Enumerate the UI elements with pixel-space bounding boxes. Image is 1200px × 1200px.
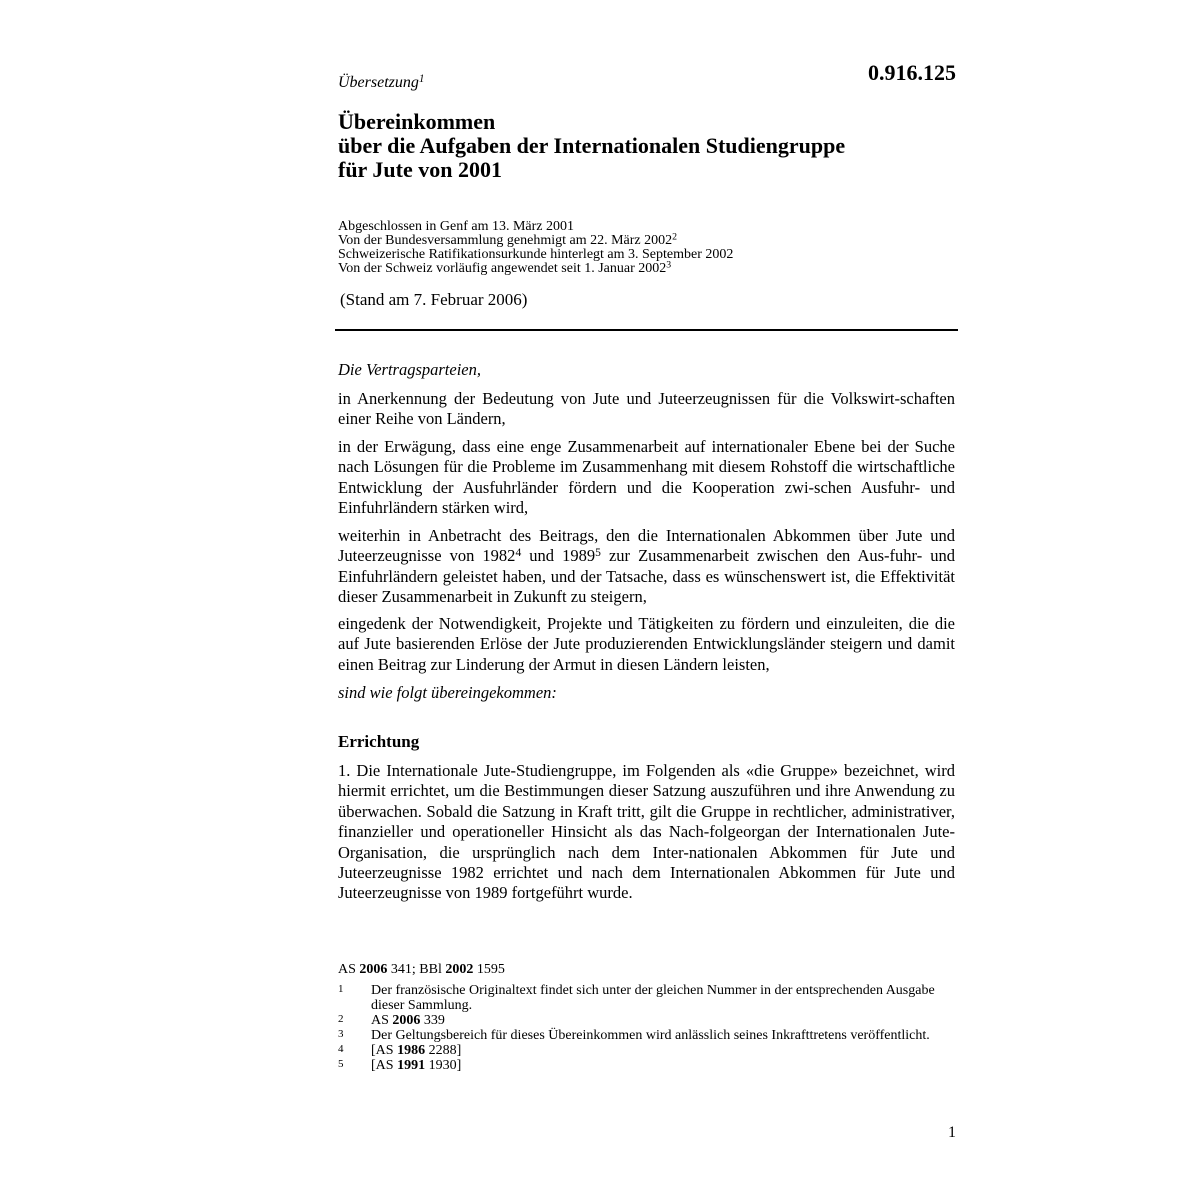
footnote-text: [AS 1991 1930] (371, 1058, 462, 1073)
title-line-2: über die Aufgaben der Internationalen Studiengruppe (338, 133, 846, 158)
document-number: 0.916.125 (868, 60, 956, 85)
preamble-paragraph-3: weiterhin in Anbetracht des Beitrags, den die Internationalen Abkommen über Jute und Juteerzeugnisse von 1982$^4$ und 1989$^5$ zur Zusammenarbeit zwischen den Aus-fuhr- und Einfuhrländern geleistet haben, und der Tatsache, dass es wünschenswert ist, die Effektivität dieser Zusammenarbeit in Zukunft zu steigern, (338, 526, 956, 607)
preamble-intro: Die Vertragsparteien, (338, 360, 481, 379)
translation-label: Übersetzung$^1$ (338, 72, 425, 91)
page-number: 1 (948, 1124, 956, 1141)
footnote-2 (338, 1013, 958, 1028)
document-title (338, 110, 958, 182)
footnote-text: AS 2006 339 (371, 1013, 445, 1028)
footnote-number: 4 (338, 1043, 344, 1055)
footnote-ref-3[interactable]: 3 (666, 259, 672, 271)
status-date: (Stand am 7. Februar 2006) (340, 290, 528, 309)
footnote-ref-2[interactable]: 2 (672, 231, 678, 243)
footnote-text: Der Geltungsbereich für dieses Übereinkommen wird anlässlich seines Inkrafttretens veröffentlicht. (371, 1028, 930, 1043)
approved-date: Von der Bundesversammlung genehmigt am 22. März 2002$^2$ (338, 231, 678, 248)
ratified-date: Schweizerische Ratifikationsurkunde hinterlegt am 3. September 2002 (338, 247, 734, 262)
document-metadata (338, 220, 958, 276)
footnote-number: 1 (338, 983, 344, 995)
footnote-text: [AS 1986 2288] (371, 1043, 462, 1058)
footnote-ref-4[interactable]: 4 (515, 547, 522, 560)
section-heading: Errichtung (338, 732, 420, 751)
footnote-number: 5 (338, 1058, 344, 1070)
preamble-paragraph-4: eingedenk der Notwendigkeit, Projekte und Tätigkeiten zu fördern und einzuleiten, die die auf Jute basierenden Erlöse der Jute produzierenden Entwicklungsländer steigern und damit einen Beitrag zur Linderung der Armut in diesen Ländern leisten, (338, 614, 955, 674)
header-divider (335, 329, 958, 331)
footnote-number: 3 (338, 1028, 344, 1040)
footnote-4 (338, 1043, 958, 1058)
preamble-paragraph-1: in Anerkennung der Bedeutung von Jute und Juteerzeugnissen für die Volkswirt-schaften einer Reihe von Ländern, (338, 389, 955, 429)
footnote-ref-5[interactable]: 5 (595, 547, 601, 560)
title-line-3: für Jute von 2001 (338, 157, 502, 182)
publication-source: AS 2006 341; BBl 2002 1595 (338, 962, 505, 977)
concluded-date: Abgeschlossen in Genf am 13. März 2001 (338, 219, 575, 234)
preamble-closing: sind wie folgt übereingekommen: (338, 683, 557, 702)
preamble-paragraph-2: in der Erwägung, dass eine enge Zusammenarbeit auf internationaler Ebene bei der Suche nach Lösungen für die Probleme im Zusammenhang mit diesem Rohstoff die wirtschaftliche Entwicklung der Ausfuhrländer fördern und die Kooperation zwi-schen Ausfuhr- und Einfuhrländern stärken wird, (338, 437, 955, 518)
section-paragraph-1: 1. Die Internationale Jute-Studiengruppe, im Folgenden als «die Gruppe» bezeichnet, wird hiermit errichtet, um die Bestimmungen dieser Satzung auszuführen und ihre Anwendung zu überwachen. Sobald die Satzung in Kraft tritt, gilt die Gruppe in rechtlicher, administrativer, finanzieller und operationeller Hinsicht als das Nach-folgeorgan der Internationalen Jute-Organisation, die ursprünglich nach dem Inter-nationalen Abkommen für Jute und Juteerzeugnisse 1982 errichtet und nach dem Internationalen Abkommen für Jute und Juteerzeugnisse von 1989 fortgeführt wurde. (338, 761, 955, 903)
footnotes (338, 983, 958, 1073)
footnote-1 (338, 983, 958, 1013)
applied-date: Von der Schweiz vorläufig angewendet seit 1. Januar 2002$^3$ (338, 259, 672, 276)
footnote-ref-1[interactable]: 1 (418, 72, 425, 85)
footnote-5 (338, 1058, 958, 1073)
footnote-text: Der französische Originaltext findet sich unter der gleichen Nummer in der entsprechenden Ausgabe dieser Sammlung. (371, 983, 935, 1013)
footnote-number: 2 (338, 1013, 344, 1025)
footnote-3 (338, 1028, 958, 1043)
title-line-1: Übereinkommen (338, 109, 496, 134)
